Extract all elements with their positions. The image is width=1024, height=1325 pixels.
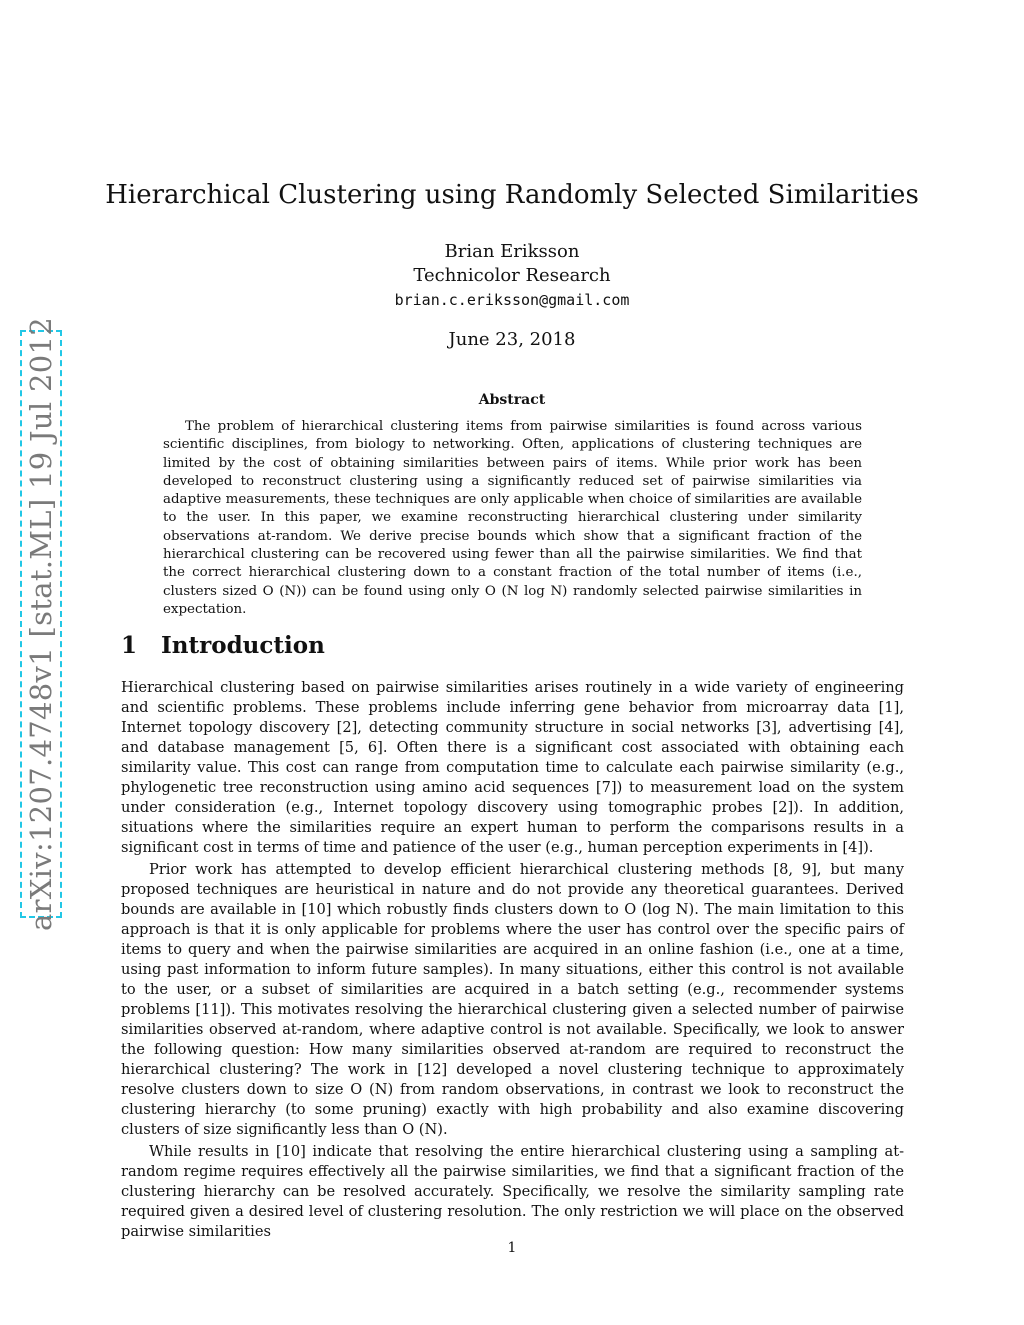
paragraph-2: Prior work has attempted to develop efficient hierarchical clustering methods [8, 9], but many proposed techniques are heuristical in nature and do not provide any theoretical guarantees. Derived bounds are available in [10] which robustly finds clusters down to O (log N). The main limitation to this approach is that it is only applicable for problems where the user has control over the specific pairs of items to query and when the pairwise similarities are acquired in an online fashion (i.e., one at a time, using past information to inform future samples). In many situations, either this control is not available to the user, or a subset of similarities are acquired in a batch setting (e.g., recommender systems problems [11]). This motivates resolving the hierarchical clustering given a selected number of pairwise similarities observed at-random, where adaptive control is not available. Specifically, we look to answer the following question: How many similarities observed at-random are required to reconstruct the hierarchical clustering? The work in [12] developed a novel clustering technique to approximately resolve clusters down to size O (N) from random observations, in contrast we look to reconstruct the clustering hierarchy (to some pruning) exactly with high probability and also examine discovering clusters of size significantly less than O (N). [121, 861, 904, 1138]
paper-date: June 23, 2018 [448, 329, 576, 350]
author-affiliation: Technicolor Research [413, 265, 611, 286]
abstract-text: The problem of hierarchical clustering items from pairwise similarities is found across various scientific disciplines, from biology to networking. Often, applications of clustering techniques are limited by the cost of obtaining similarities between pairs of items. While prior work has been developed to reconstruct clustering using a significantly reduced set of pairwise similarities via adaptive measurements, these techniques are only applicable when choice of similarities are available to the user. In this paper, we examine reconstructing hierarchical clustering under similarity observations at-random. We derive precise bounds which show that a significant fraction of the hierarchical clustering can be recovered using fewer than all the pairwise similarities. We find that the correct hierarchical clustering down to a constant fraction of the total number of items (i.e., clusters sized O (N)) can be found using only O (N log N) randomly selected pairwise similarities in expectation. [163, 419, 862, 617]
author-block [0, 240, 1024, 312]
body-text [121, 678, 904, 1244]
author-email: brian.c.eriksson@gmail.com [394, 291, 630, 309]
paper-title: Hierarchical Clustering using Randomly Selected Similarities [105, 180, 919, 210]
author-name: Brian Eriksson [444, 241, 580, 262]
section-title: Introduction [161, 632, 325, 659]
paragraph-1: Hierarchical clustering based on pairwise similarities arises routinely in a wide variety of engineering and scientific problems. These problems include inferring gene behavior from microarray data [1], Internet topology discovery [2], detecting community structure in social networks [3], advertising [4], and database management [5, 6]. Often there is a significant cost associated with obtaining each similarity value. This cost can range from computation time to calculate each pairwise similarity (e.g., phylogenetic tree reconstruction using amino acid sequences [7]) to measurement load on the system under consideration (e.g., Internet topology discovery using tomographic probes [2]). In addition, situations where the similarities require an expert human to perform the comparisons results in a significant cost in terms of time and patience of the user (e.g., human perception experiments in [4]). [121, 679, 904, 856]
section-heading [121, 632, 325, 659]
section-number: 1 [121, 632, 138, 659]
arxiv-identifier-text: arXiv:1207.4748v1 [stat.ML] 19 Jul 2012 [24, 316, 58, 932]
page-number: 1 [507, 1240, 517, 1256]
paragraph-3: While results in [10] indicate that resolving the entire hierarchical clustering using a sampling at-random regime requires effectively all the pairwise similarities, we find that a significant fraction of the clustering hierarchy can be resolved accurately. Specifically, we resolve the similarity sampling rate required given a desired level of clustering resolution. The only restriction we will place on the observed pairwise similarities [121, 1143, 904, 1240]
arxiv-identifier-stamp [20, 316, 62, 932]
abstract-heading: Abstract [478, 392, 546, 408]
